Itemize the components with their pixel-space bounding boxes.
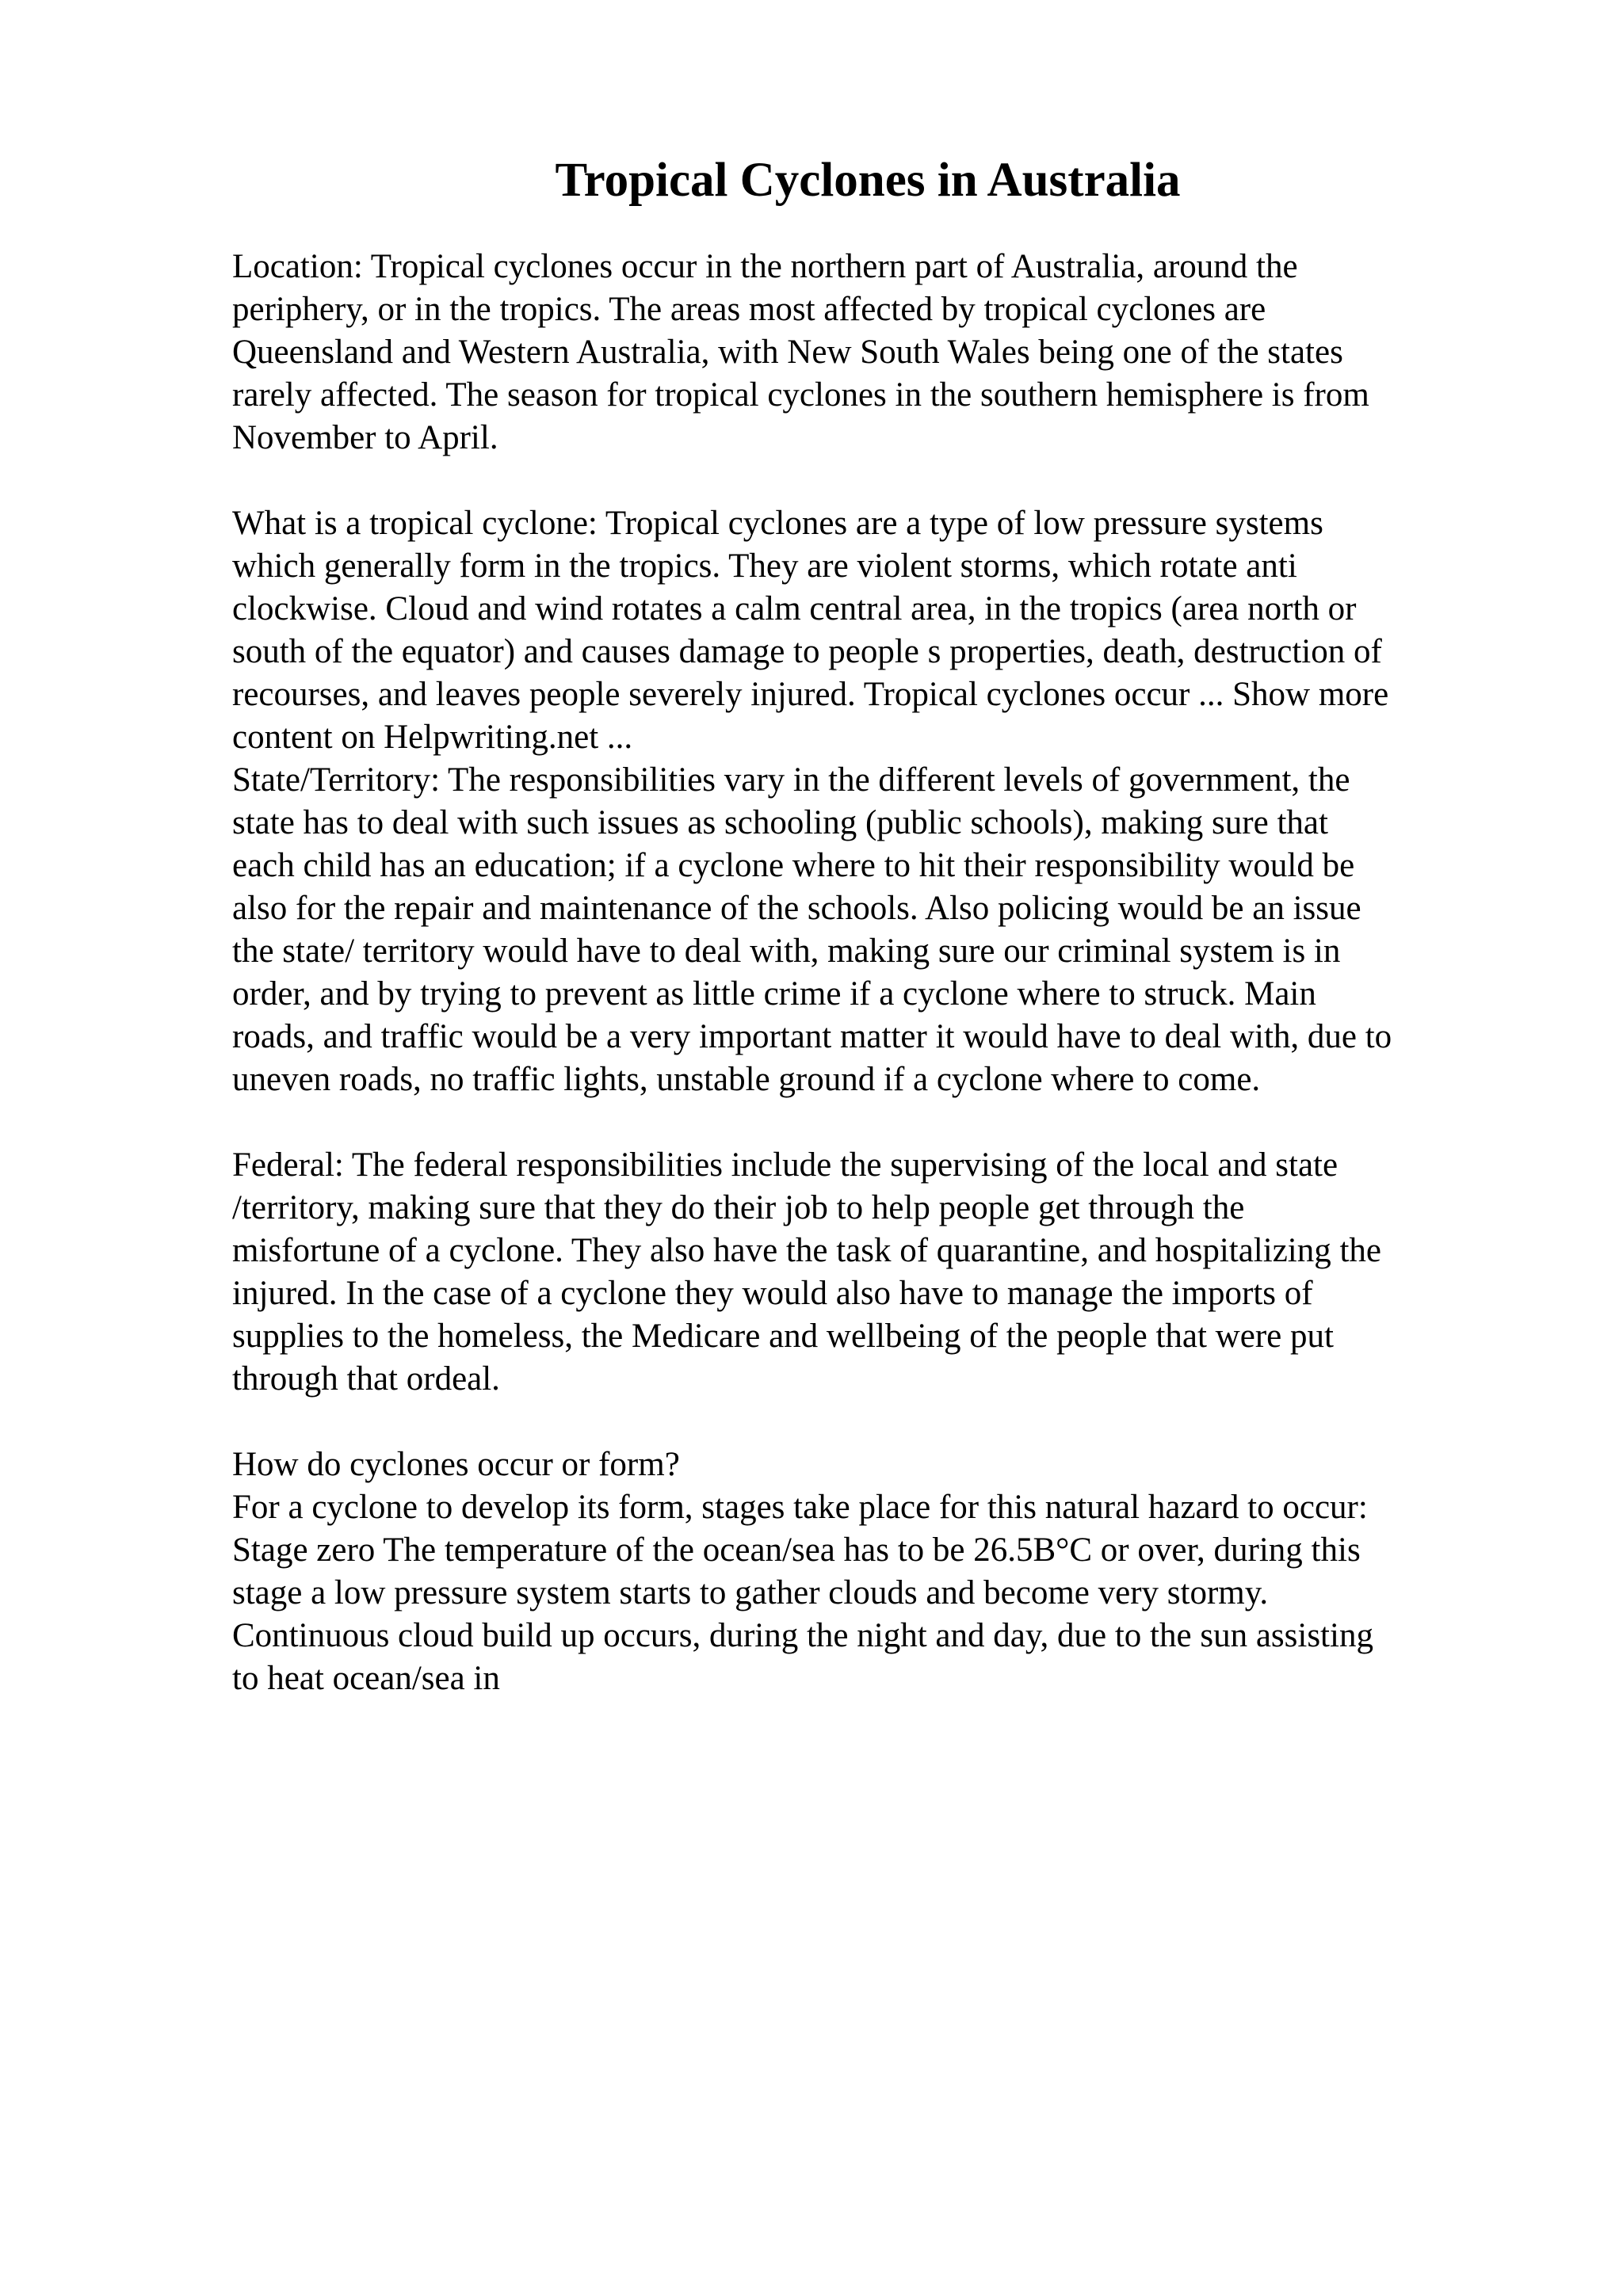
text-line: uneven roads, no traffic lights, unstable ground if a cyclone where to come.: [232, 1061, 1261, 1098]
text-line: roads, and traffic would be a very important matter it would have to deal with, due to: [232, 1018, 1392, 1055]
text-line: to heat ocean/sea in: [232, 1660, 500, 1697]
text-line: clockwise. Cloud and wind rotates a calm central area, in the tropics (area north or: [232, 590, 1357, 627]
text-line: recourses, and leaves people severely injured. Tropical cyclones occur ... Show more: [232, 676, 1389, 713]
text-line: /territory, making sure that they do their job to help people get through the: [232, 1189, 1245, 1226]
text-line: Queensland and Western Australia, with New South Wales being one of the states: [232, 334, 1343, 371]
text-line: periphery, or in the tropics. The areas most affected by tropical cyclones are: [232, 291, 1266, 328]
text-line: Location: Tropical cyclones occur in the northern part of Australia, around the: [232, 248, 1298, 285]
paragraph-definition: [232, 502, 1516, 759]
text-line: supplies to the homeless, the Medicare and wellbeing of the people that were put: [232, 1318, 1334, 1355]
text-line: stage a low pressure system starts to gather clouds and become very stormy.: [232, 1574, 1269, 1611]
document-body: [232, 246, 1516, 1700]
text-line: Stage zero The temperature of the ocean/sea has to be 26.5B°C or over, during this: [232, 1531, 1361, 1569]
text-line: For a cyclone to develop its form, stages take place for this natural hazard to occur:: [232, 1489, 1368, 1526]
text-line: each child has an education; if a cyclone where to hit their responsibility would be: [232, 847, 1355, 884]
text-line: What is a tropical cyclone: Tropical cyclones are a type of low pressure systems: [232, 505, 1323, 542]
text-line: content on Helpwriting.net ...: [232, 719, 633, 756]
text-line: rarely affected. The season for tropical cyclones in the southern hemisphere is from: [232, 376, 1369, 414]
paragraph-state-territory: [232, 759, 1516, 1101]
paragraph-location: [232, 246, 1516, 460]
text-line: which generally form in the tropics. They are violent storms, which rotate anti: [232, 547, 1297, 585]
text-line: State/Territory: The responsibilities vary in the different levels of government, the: [232, 761, 1350, 799]
paragraph-spacer: [232, 1401, 1516, 1444]
paragraph-federal: [232, 1144, 1516, 1401]
text-line: Continuous cloud build up occurs, during the night and day, due to the sun assisting: [232, 1617, 1373, 1654]
text-line: order, and by trying to prevent as little crime if a cyclone where to struck. Main: [232, 975, 1316, 1013]
paragraph-formation: [232, 1444, 1516, 1700]
text-line: south of the equator) and causes damage to people s properties, death, destruction of: [232, 633, 1382, 670]
text-line: How do cyclones occur or form?: [232, 1446, 680, 1483]
text-line: November to April.: [232, 419, 498, 456]
text-line: Federal: The federal responsibilities include the supervising of the local and state: [232, 1146, 1338, 1184]
document-title: Tropical Cyclones in Australia: [555, 154, 1181, 207]
paragraph-spacer: [232, 1101, 1516, 1144]
paragraph-spacer: [232, 460, 1516, 502]
text-line: state has to deal with such issues as schooling (public schools), making sure that: [232, 804, 1328, 841]
text-line: injured. In the case of a cyclone they would also have to manage the imports of: [232, 1275, 1313, 1312]
text-line: through that ordeal.: [232, 1360, 500, 1398]
text-line: also for the repair and maintenance of the schools. Also policing would be an issue: [232, 890, 1361, 927]
text-line: the state/ territory would have to deal with, making sure our criminal system is in: [232, 933, 1341, 970]
text-line: misfortune of a cyclone. They also have the task of quarantine, and hospitalizing the: [232, 1232, 1382, 1269]
